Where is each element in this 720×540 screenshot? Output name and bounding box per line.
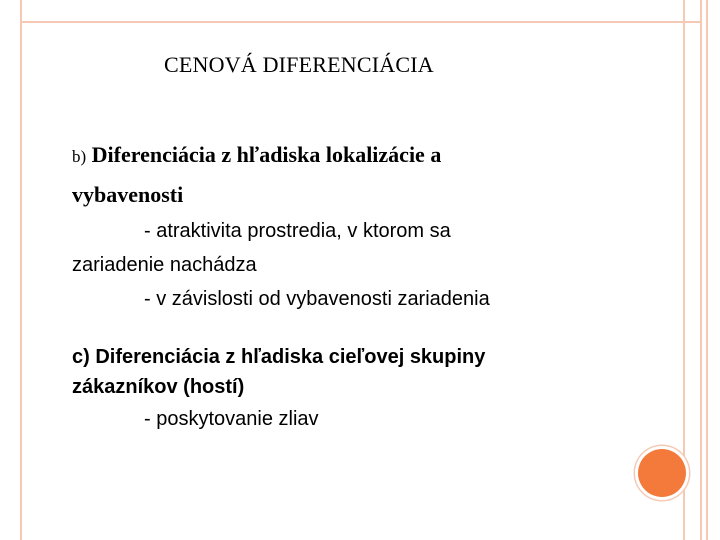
frame-line-right <box>700 0 702 540</box>
section-b-heading-line2: vybavenosti <box>72 182 184 207</box>
section-c-heading-line1: Diferenciácia z hľadiska cieľovej skupiny <box>95 346 486 368</box>
section-b-marker: b) <box>72 147 87 166</box>
frame-line-right <box>683 0 685 540</box>
section-c-marker: c) <box>72 346 90 368</box>
slide-content <box>72 136 632 436</box>
frame-line-top <box>20 21 700 23</box>
decorative-circle <box>638 449 686 497</box>
section-b-item1-line2: zariadenie nachádza <box>72 254 257 276</box>
section-c-heading <box>72 342 632 372</box>
section-b-heading-line1: Diferenciácia z hľadiska lokalizácie a <box>91 142 442 167</box>
section-gap <box>72 316 632 342</box>
frame-line-left <box>20 0 22 540</box>
section-b <box>72 136 632 316</box>
section-c-item1: - poskytovanie zliav <box>144 408 319 430</box>
slide-title: CENOVÁ DIFERENCIÁCIA <box>164 52 434 77</box>
section-b-item2: - v závislosti od vybavenosti zariadenia <box>144 288 490 310</box>
section-c <box>72 342 632 436</box>
section-b-heading <box>72 136 632 176</box>
frame-line-right <box>706 0 708 540</box>
section-b-item1-line1: - atraktivita prostredia, v ktorom sa <box>144 220 451 242</box>
section-c-heading-line2: zákazníkov (hostí) <box>72 376 245 398</box>
